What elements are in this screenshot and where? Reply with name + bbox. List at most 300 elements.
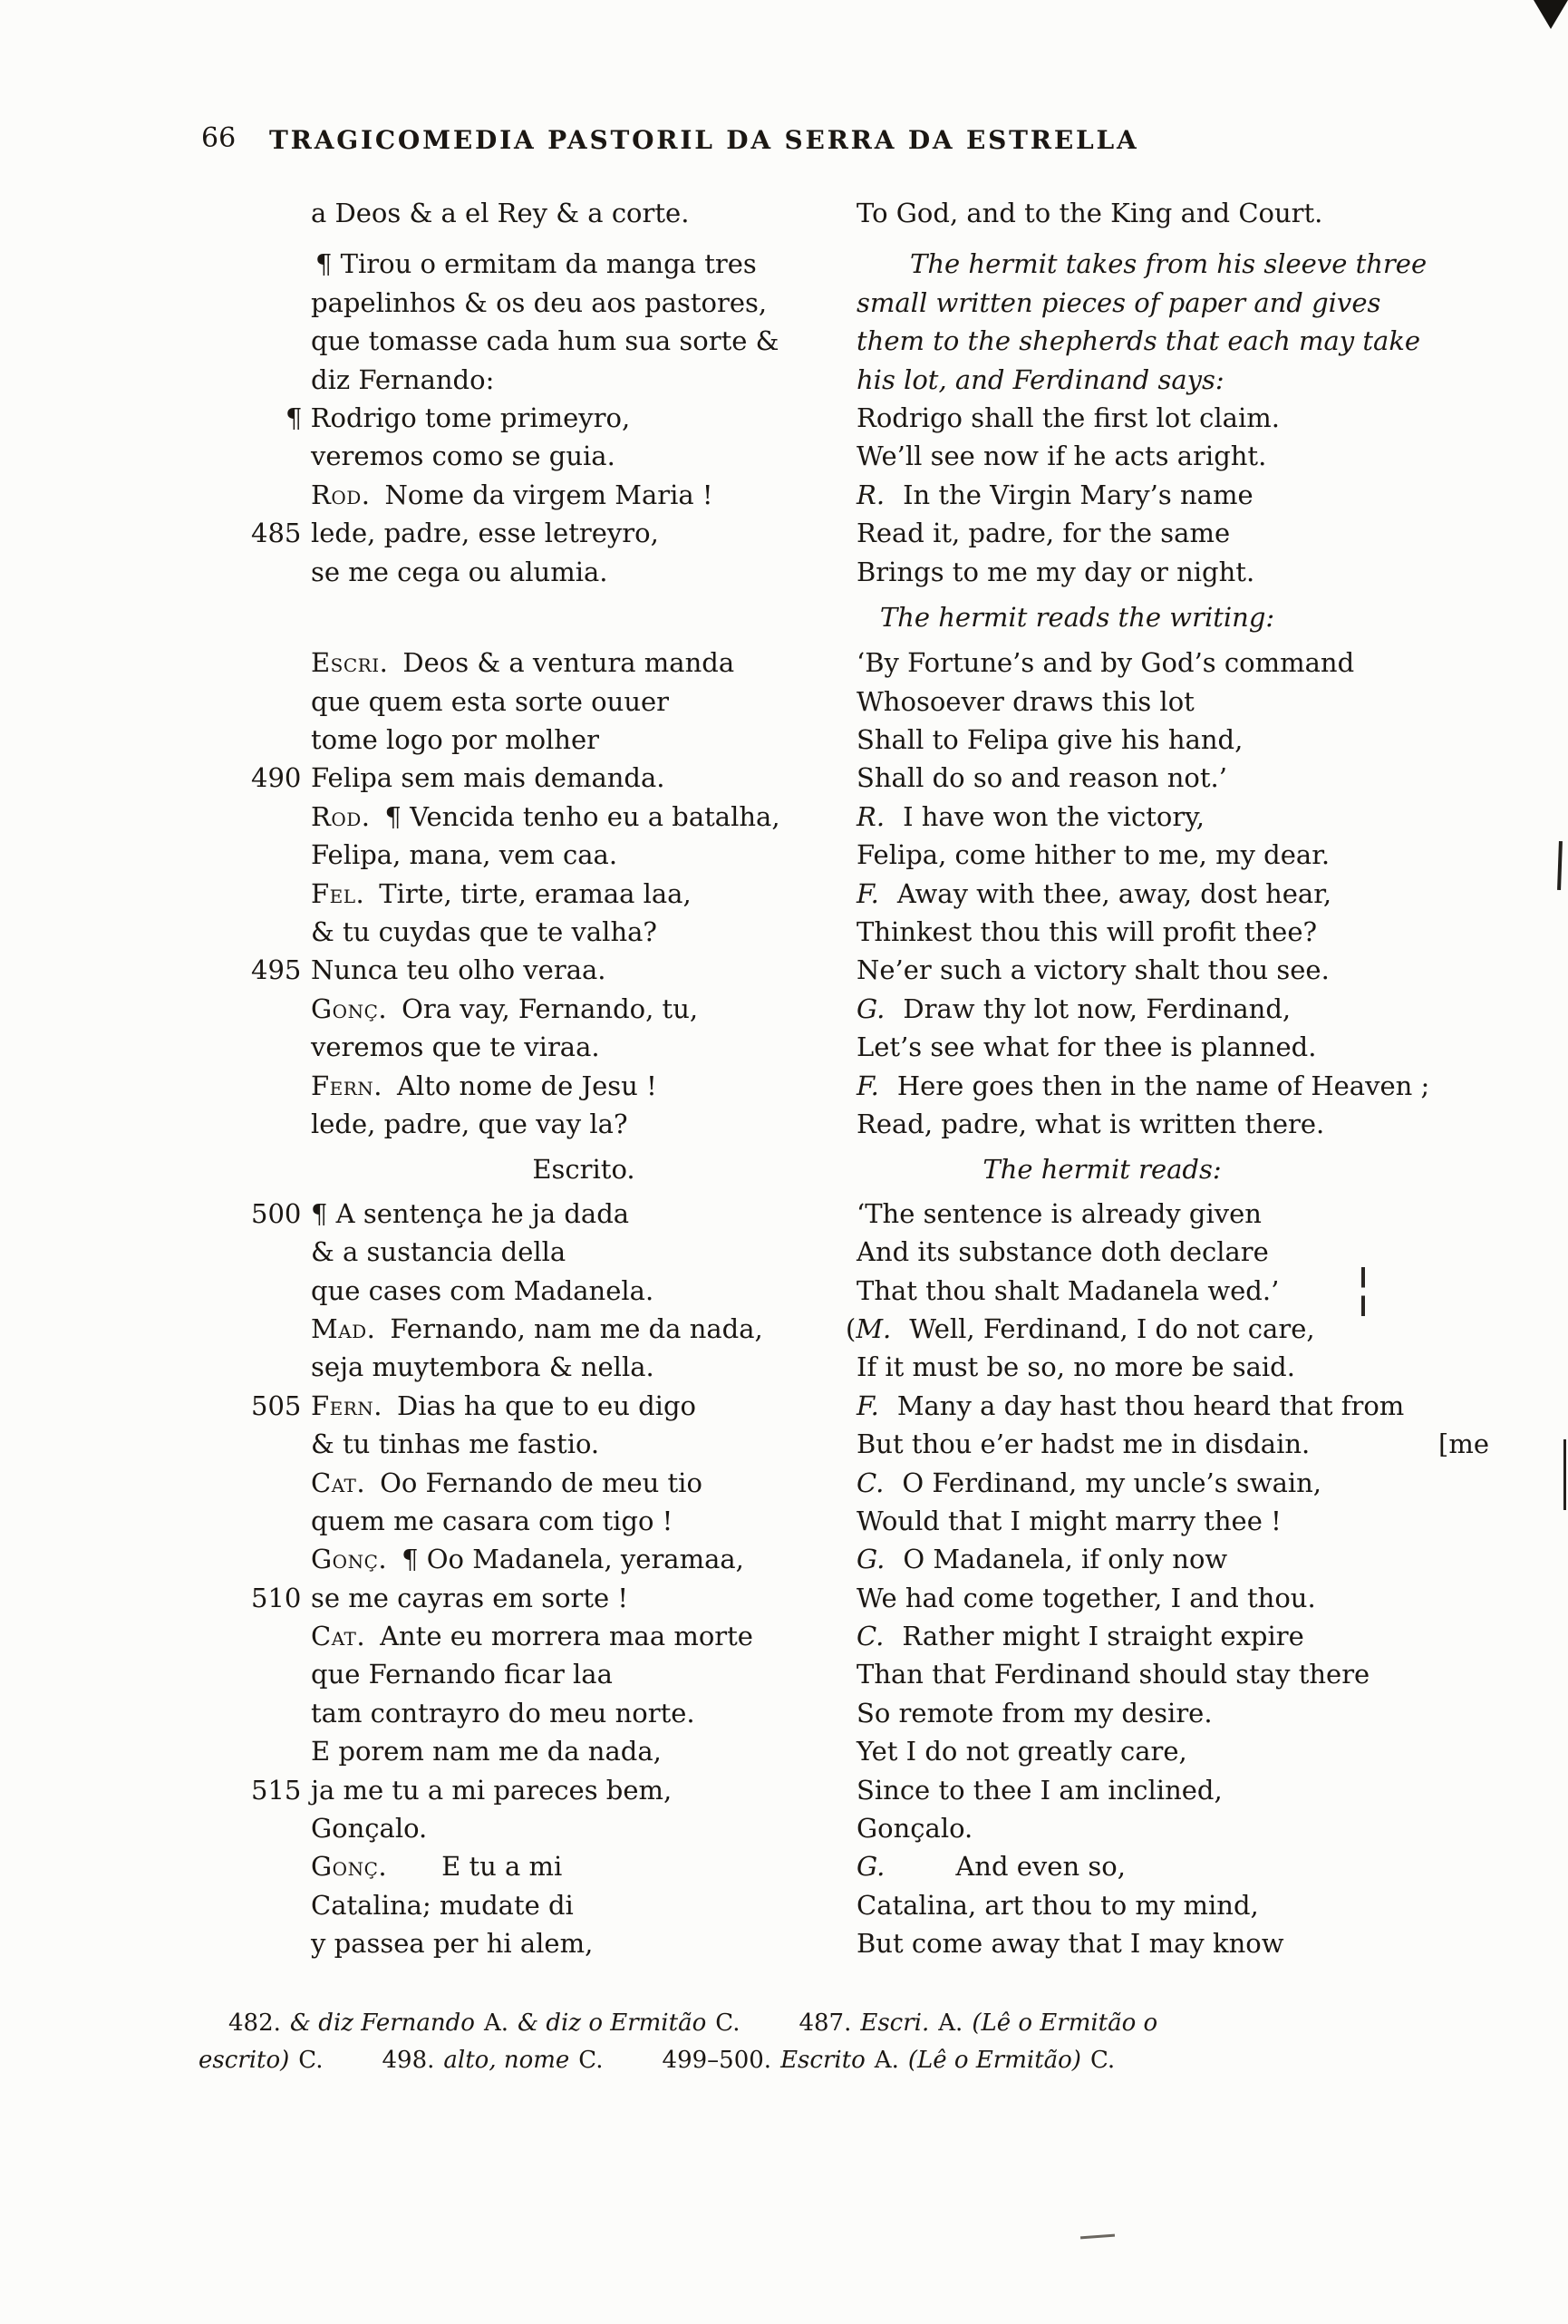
- verse-line-right: [857, 1540, 1502, 1578]
- scan-artifact-edge-mark-1: [1557, 841, 1563, 890]
- verse-text: Oo Fernando de meu tio: [380, 1467, 702, 1498]
- verse-line-left: [311, 1387, 857, 1425]
- running-title: TRAGICOMEDIA PASTORIL DA SERRA DA ESTRELLA: [269, 125, 1139, 155]
- text-row: [251, 1272, 1502, 1310]
- verse-line-left: [311, 1540, 857, 1578]
- verse-line-left: [311, 1067, 857, 1105]
- section-heading-right: [906, 1150, 1502, 1188]
- verse-line-left: [311, 598, 857, 636]
- verse-text: ‘By Fortune’s and by God’s command: [857, 647, 1355, 679]
- line-number: [251, 1540, 311, 1578]
- verse-text: & a sustancia della: [311, 1236, 566, 1268]
- verse-text: In the Virgin Mary’s name: [903, 479, 1253, 510]
- verse-line-right: [846, 1310, 1502, 1348]
- verse-text: Since to thee I am inclined,: [857, 1774, 1223, 1806]
- line-number: 490: [251, 762, 302, 794]
- verse-line-left: [311, 1617, 857, 1655]
- verse-line-left: [311, 836, 857, 874]
- section-heading-left: [311, 1150, 906, 1188]
- verse-text: diz Fernando:: [311, 363, 495, 395]
- verse-text: We’ll see now if he acts aright.: [857, 441, 1267, 472]
- verse-text: ¶ Rodrigo tome primeyro,: [286, 402, 631, 433]
- line-number: [251, 476, 311, 514]
- verse-text: ¶ A sentença he ja dada: [311, 1197, 630, 1229]
- verse-text: And its substance doth declare: [857, 1236, 1269, 1268]
- speaker-label: Gonç.: [311, 1544, 388, 1575]
- text-row: [251, 361, 1502, 399]
- scan-artifact-corner-triangle: [1534, 0, 1568, 29]
- line-number: [251, 1732, 311, 1770]
- verse-line-left: [311, 990, 857, 1028]
- verse-line-left: [311, 1847, 857, 1885]
- verse-text: Than that Ferdinand should stay there: [857, 1659, 1370, 1690]
- text-row: [251, 836, 1502, 874]
- verse-line-right: [857, 1028, 1502, 1066]
- verse-line-left: [311, 476, 857, 514]
- text-row: [251, 1348, 1502, 1386]
- verse-line-left: [311, 1105, 857, 1143]
- verse-line-left: [311, 1464, 857, 1502]
- text-row: [251, 1195, 1502, 1233]
- verse-text: So remote from my desire.: [857, 1697, 1213, 1728]
- line-number: [251, 836, 311, 874]
- footnote-lemma: Escrito: [780, 2047, 866, 2074]
- line-number: 515: [251, 1774, 302, 1806]
- verse-text: E tu a mi: [441, 1851, 563, 1883]
- speaker-label: C.: [857, 1467, 885, 1498]
- verse-line-right: [857, 721, 1502, 759]
- verse-line-left: [311, 437, 857, 475]
- speaker-label: Fern.: [311, 1390, 382, 1421]
- footnote-ref: C.: [298, 2047, 324, 2074]
- line-number: [251, 553, 311, 591]
- verse-line-left: [311, 1310, 857, 1348]
- line-number: [251, 1425, 311, 1463]
- line-number: [251, 1809, 311, 1847]
- verse-text: Thinkest thou this will profit thee?: [857, 916, 1318, 948]
- verse-text: Well, Ferdinand, I do not care,: [909, 1312, 1315, 1344]
- line-number: [251, 721, 311, 759]
- verse-line-right: [857, 1233, 1502, 1271]
- speaker-label: F.: [857, 877, 879, 909]
- verse-line-right: [857, 1105, 1502, 1143]
- verse-text: Away with thee, away, dost hear,: [896, 877, 1332, 909]
- verse-text: que Fernando ficar laa: [311, 1659, 613, 1690]
- verse-text: Gonçalo.: [311, 1813, 428, 1845]
- verse-line-left: [311, 951, 857, 989]
- speaker-label: Rod.: [311, 479, 371, 510]
- text-row: [251, 1809, 1502, 1847]
- text-row: [251, 1105, 1502, 1143]
- text-row: [251, 951, 1502, 989]
- speaker-label: Fel.: [311, 877, 365, 909]
- scan-artifact-bottom-dash: [1080, 2234, 1115, 2240]
- text-rows: [251, 194, 1502, 1963]
- line-number: [251, 798, 311, 836]
- text-row: [251, 1694, 1502, 1732]
- verse-text: And even so,: [955, 1851, 1126, 1883]
- text-row: [251, 990, 1502, 1028]
- verse-text: them to the shepherds that each may take: [857, 325, 1421, 357]
- line-number: [251, 1886, 311, 1924]
- text-row: [251, 553, 1502, 591]
- verse-text: Would that I might marry thee !: [857, 1505, 1282, 1536]
- verse-line-left: [311, 644, 857, 682]
- verse-line-left: [311, 553, 857, 591]
- speaker-label: G.: [857, 1851, 886, 1883]
- verse-text: papelinhos & os deu aos pastores,: [311, 286, 768, 318]
- text-row: [251, 875, 1502, 913]
- footnote-lemma: & diz Fernando: [289, 2009, 475, 2037]
- verse-text: The hermit reads:: [982, 1154, 1222, 1186]
- line-number: [251, 875, 311, 913]
- line-number: [251, 1502, 311, 1540]
- verse-line-left: [311, 194, 857, 232]
- verse-text: O Ferdinand, my uncle’s swain,: [902, 1467, 1322, 1498]
- line-number: [251, 644, 311, 682]
- verse-line-right: [857, 1272, 1502, 1310]
- footnote-ref: C.: [1089, 2047, 1116, 2074]
- text-row: [251, 1886, 1502, 1924]
- verse-text: Fernando, nam me da nada,: [390, 1312, 763, 1344]
- verse-line-left: [311, 683, 857, 721]
- verse-text: Yet I do not greatly care,: [857, 1736, 1187, 1767]
- verse-line-left: [311, 1348, 857, 1386]
- verse-line-left: [311, 1924, 857, 1962]
- stage-direction-left: [311, 284, 857, 322]
- verse-line-right: [857, 1694, 1502, 1732]
- verse-text: his lot, and Ferdinand says:: [857, 363, 1224, 395]
- verse-text: Brings to me my day or night.: [857, 556, 1255, 587]
- footnote-ref: A.: [874, 2047, 899, 2074]
- stage-direction-right: [886, 245, 1502, 283]
- verse-line-left: [311, 1233, 857, 1271]
- verse-line-right: [857, 1655, 1502, 1693]
- verse-text: Felipa sem mais demanda.: [311, 762, 665, 794]
- text-row: [251, 1150, 1502, 1188]
- verse-line-left: [311, 1028, 857, 1066]
- speaker-label: Cat.: [311, 1467, 366, 1498]
- text-row: [251, 1732, 1502, 1770]
- verse-text: lede, padre, esse letreyro,: [311, 518, 659, 549]
- speaker-label: Rod.: [311, 800, 371, 832]
- stage-direction-left: [311, 322, 857, 360]
- text-row: [251, 759, 1502, 797]
- footnote-ref: 487.: [799, 2009, 852, 2037]
- footnote-ref: A.: [938, 2009, 963, 2037]
- verse-text: que tomasse cada hum sua sorte &: [311, 325, 779, 357]
- text-row: [251, 913, 1502, 951]
- verse-text: Read, padre, what is written there.: [857, 1108, 1325, 1139]
- line-number: [251, 284, 311, 322]
- verse-line-right: [857, 1771, 1502, 1809]
- verse-line-right: [857, 1464, 1502, 1502]
- verse-text: I have won the victory,: [903, 800, 1205, 832]
- footnote-ref: C.: [715, 2009, 740, 2037]
- verse-text: The hermit takes from his sleeve three: [910, 248, 1428, 280]
- verse-text: Ora vay, Fernando, tu,: [402, 993, 699, 1024]
- verse-text: que quem esta sorte ouuer: [311, 685, 670, 717]
- scan-artifact-broken-bar: [1361, 1267, 1365, 1316]
- verse-line-left: [311, 1579, 857, 1617]
- verse-text: To God, and to the King and Court.: [857, 198, 1323, 228]
- line-number: 510: [251, 1582, 302, 1613]
- text-row: [251, 1464, 1502, 1502]
- stage-direction-right: [857, 284, 1502, 322]
- verse-text: veremos como se guia.: [311, 441, 615, 472]
- verse-line-right: [857, 913, 1502, 951]
- footnote-lemma: alto, nome: [443, 2047, 570, 2074]
- speaker-label: F.: [857, 1070, 879, 1101]
- speaker-label: R.: [857, 800, 886, 832]
- verse-text: veremos que te viraa.: [311, 1031, 600, 1063]
- text-row: [251, 1655, 1502, 1693]
- verse-line-right: [857, 437, 1502, 475]
- verse-line-right: [857, 1617, 1502, 1655]
- verse-line-right: [857, 1732, 1502, 1770]
- verse-text: tome logo por molher: [311, 724, 600, 756]
- footnote-lemma: (Lê o Ermitão): [907, 2047, 1081, 2074]
- line-number: [251, 1694, 311, 1732]
- verse-line-right: [857, 759, 1502, 797]
- verse-text: tam contrayro do meu norte.: [311, 1697, 695, 1728]
- footnote-line: [198, 2005, 1268, 2042]
- line-number: 485: [251, 518, 302, 549]
- verse-text: Felipa, mana, vem caa.: [311, 839, 618, 871]
- line-number: [251, 990, 311, 1028]
- verse-text: Ne’er such a victory shalt thou see.: [857, 954, 1330, 986]
- text-row: [251, 1310, 1502, 1348]
- verse-line-right: [857, 951, 1502, 989]
- verse-line-right: [857, 1195, 1502, 1233]
- page-number: 66: [201, 122, 237, 154]
- verse-text: Shall do so and reason not.’: [857, 762, 1227, 794]
- verse-line-left: [311, 1732, 857, 1770]
- text-row: [251, 798, 1502, 836]
- turnover-word: [me: [1438, 1428, 1489, 1460]
- speaker-label: Mad.: [311, 1312, 376, 1344]
- footnote-ref: A.: [483, 2009, 508, 2037]
- text-row: [251, 683, 1502, 721]
- verse-text: We had come together, I and thou.: [857, 1582, 1316, 1613]
- text-row: [251, 245, 1502, 283]
- speaker-label: F.: [857, 1390, 879, 1421]
- verse-text: Rodrigo shall the first lot claim.: [857, 402, 1280, 433]
- verse-line-right: [857, 1579, 1502, 1617]
- stage-direction-left: [286, 399, 857, 437]
- text-row: [251, 1924, 1502, 1962]
- verse-text: E porem nam me da nada,: [311, 1736, 662, 1767]
- verse-line-right: [857, 1425, 1502, 1463]
- verse-text: ¶ Tirou o ermitam da manga tres: [315, 248, 757, 280]
- verse-text: Felipa, come hither to me, my dear.: [857, 839, 1331, 871]
- verse-text: Gonçalo.: [857, 1813, 973, 1845]
- verse-text: Let’s see what for thee is planned.: [857, 1031, 1317, 1063]
- parenthesis-mark: (: [846, 1312, 857, 1344]
- verse-text: Nome da virgem Maria !: [384, 479, 713, 510]
- text-row: [251, 598, 1502, 636]
- text-row: [251, 399, 1502, 437]
- line-number: [251, 913, 311, 951]
- verse-line-right: [857, 1502, 1502, 1540]
- verse-text: se me cega ou alumia.: [311, 556, 608, 587]
- critical-apparatus: [198, 2005, 1268, 2079]
- speaker-label: G.: [857, 993, 886, 1024]
- verse-text: a Deos & a el Rey & a corte.: [311, 198, 690, 228]
- line-number: [251, 1924, 311, 1962]
- line-number: [251, 1067, 311, 1105]
- verse-line-right: [857, 875, 1502, 913]
- verse-text: That thou shalt Madanela wed.’: [857, 1274, 1280, 1306]
- verse-text: small written pieces of paper and gives: [857, 286, 1381, 318]
- verse-text: Whosoever draws this lot: [857, 685, 1195, 717]
- verse-text: Catalina, art thou to my mind,: [857, 1889, 1259, 1921]
- verse-line-right: [857, 1924, 1502, 1962]
- speaker-label: M.: [856, 1312, 892, 1344]
- speaker-label: Fern.: [311, 1070, 382, 1101]
- text-row: [251, 1540, 1502, 1578]
- speaker-label: Escri.: [311, 647, 389, 679]
- scan-artifact-edge-mark-2: [1563, 1439, 1566, 1510]
- verse-text: & tu tinhas me fastio.: [311, 1428, 600, 1460]
- verse-text: ¶ Oo Madanela, yeramaa,: [402, 1544, 744, 1575]
- text-row: [251, 1502, 1502, 1540]
- footnote-ref: 499–500.: [662, 2047, 772, 2074]
- verse-line-right: [857, 1847, 1502, 1885]
- speaker-label: Cat.: [311, 1621, 366, 1652]
- footnote-ref: 482.: [228, 2009, 281, 2037]
- line-number: [251, 1150, 311, 1188]
- verse-line-right: [857, 798, 1502, 836]
- text-row: [251, 437, 1502, 475]
- verse-text: Alto nome de Jesu !: [397, 1070, 657, 1101]
- text-row: [251, 1847, 1502, 1885]
- verse-line-right: [857, 514, 1502, 552]
- verse-line-left: [311, 913, 857, 951]
- footnote-lemma: & diz o Ermitão: [518, 2009, 707, 2037]
- verse-text: lede, padre, que vay la?: [311, 1108, 628, 1139]
- footnote-line: [198, 2042, 1268, 2079]
- line-number: 495: [251, 954, 302, 986]
- verse-line-left: [311, 875, 857, 913]
- verse-text: ja me tu a mi pareces bem,: [311, 1774, 673, 1806]
- line-number: [251, 1028, 311, 1066]
- footnote-ref: C.: [578, 2047, 604, 2074]
- line-number: [251, 437, 311, 475]
- verse-text: Rather might I straight expire: [902, 1621, 1304, 1652]
- verse-text: que cases com Madanela.: [311, 1274, 654, 1306]
- footnote-lemma: Escri.: [860, 2009, 930, 2037]
- verse-text: seja muytembora & nella.: [311, 1351, 654, 1383]
- text-row: [251, 1028, 1502, 1066]
- line-number: [251, 1310, 311, 1348]
- text-row: [251, 284, 1502, 322]
- verse-text: Shall to Felipa give his hand,: [857, 724, 1244, 756]
- speaker-label: Gonç.: [311, 1851, 388, 1883]
- verse-line-right: [857, 476, 1502, 514]
- verse-line-left: [311, 759, 857, 797]
- verse-line-right: [857, 990, 1502, 1028]
- verse-text: ‘The sentence is already given: [857, 1197, 1262, 1229]
- text-row: [251, 1617, 1502, 1655]
- text-row: [251, 1579, 1502, 1617]
- verse-text: Nunca teu olho veraa.: [311, 954, 606, 986]
- speaker-label: C.: [857, 1621, 885, 1652]
- verse-line-left: [311, 1655, 857, 1693]
- footnote-lemma: (Lê o Ermitão o: [972, 2009, 1158, 2037]
- text-row: [251, 194, 1502, 232]
- verse-text: Deos & a ventura manda: [402, 647, 735, 679]
- verse-line-left: [311, 1694, 857, 1732]
- verse-text: quem me casara com tigo !: [311, 1505, 673, 1536]
- verse-text: O Madanela, if only now: [903, 1544, 1228, 1575]
- verse-text: If it must be so, no more be said.: [857, 1351, 1295, 1383]
- line-number: [251, 1105, 311, 1143]
- text-row: [251, 1387, 1502, 1425]
- text-row: [251, 1233, 1502, 1271]
- verse-line-left: [311, 721, 857, 759]
- text-row: [251, 1771, 1502, 1809]
- line-number: [251, 194, 311, 232]
- stage-direction-left: [311, 245, 886, 283]
- verse-line-right: [857, 1886, 1502, 1924]
- text-row: [251, 644, 1502, 682]
- line-number: 500: [251, 1197, 302, 1229]
- speaker-label: G.: [857, 1544, 886, 1575]
- stage-direction-right: [857, 322, 1502, 360]
- verse-text: But thou e’er hadst me in disdain.: [857, 1428, 1311, 1460]
- line-number: [251, 1348, 311, 1386]
- verse-text: But come away that I may know: [857, 1928, 1284, 1960]
- line-number: [251, 322, 311, 360]
- verse-line-right: [857, 644, 1502, 682]
- verse-text: Tirte, tirte, eramaa laa,: [379, 877, 692, 909]
- verse-line-left: [311, 1425, 857, 1463]
- text-row: [251, 322, 1502, 360]
- text-row: [251, 514, 1502, 552]
- verse-text: Here goes then in the name of Heaven ;: [896, 1070, 1430, 1101]
- verse-text: & tu cuydas que te valha?: [311, 916, 657, 948]
- line-number: [251, 1847, 311, 1885]
- verse-line-right: [857, 553, 1502, 591]
- line-number: [251, 598, 311, 636]
- stage-direction-left: [311, 361, 857, 399]
- verse-text: Ante eu morrera maa morte: [380, 1621, 753, 1652]
- verse-text: Escrito.: [532, 1154, 635, 1186]
- verse-text: Catalina; mudate di: [311, 1889, 574, 1921]
- verse-line-left: [311, 798, 857, 836]
- verse-text: The hermit reads the writing:: [879, 601, 1275, 633]
- verse-text: Dias ha que to eu digo: [397, 1390, 696, 1421]
- verse-text: Many a day hast thou heard that from: [896, 1390, 1405, 1421]
- verse-line-right: [857, 1348, 1502, 1386]
- verse-line-right: [857, 836, 1502, 874]
- text-row: [251, 1425, 1502, 1463]
- footnote-lemma: escrito): [198, 2047, 290, 2074]
- verse-text: y passea per hi alem,: [311, 1928, 594, 1960]
- verse-line-right: [857, 194, 1502, 232]
- verse-line-left: [311, 1886, 857, 1924]
- speaker-label: Gonç.: [311, 993, 388, 1024]
- verse-text: Draw thy lot now, Ferdinand,: [903, 993, 1292, 1024]
- line-number: [251, 683, 311, 721]
- verse-line-left: [311, 1771, 857, 1809]
- line-number: [251, 1655, 311, 1693]
- speaker-label: R.: [857, 479, 886, 510]
- verse-text: ¶ Vencida tenho eu a batalha,: [384, 800, 780, 832]
- line-number: [251, 1617, 311, 1655]
- line-number: [251, 1464, 311, 1502]
